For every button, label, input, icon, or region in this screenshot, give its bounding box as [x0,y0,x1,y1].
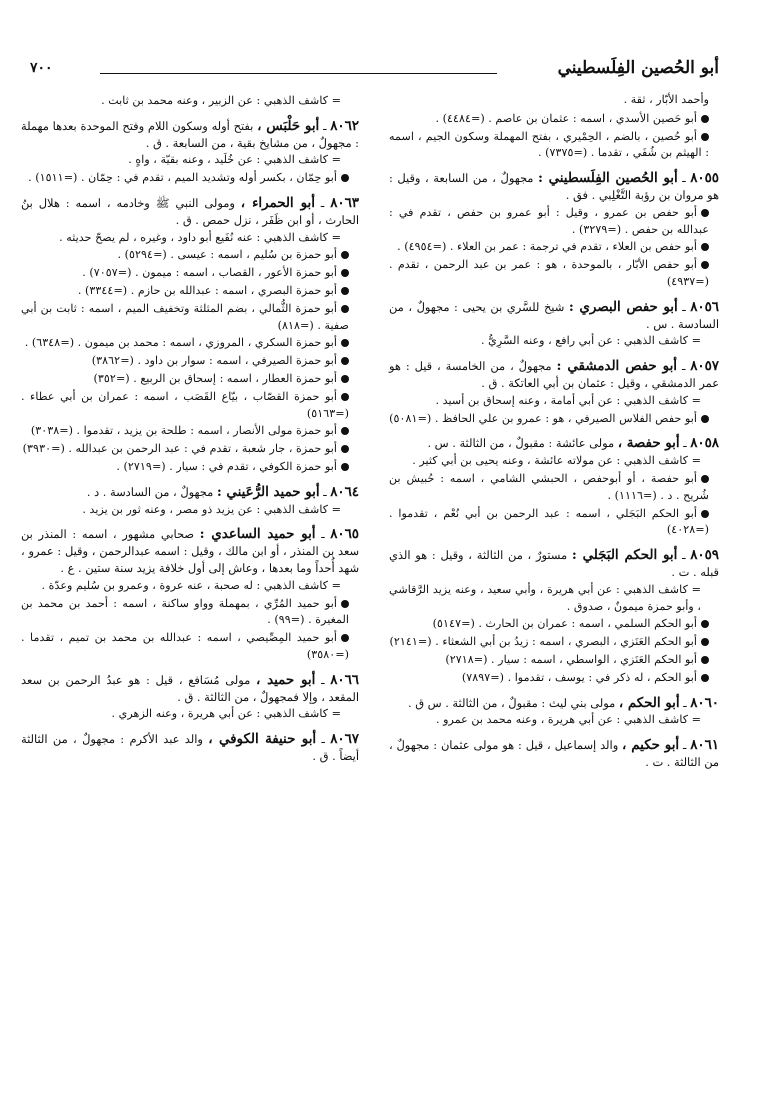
kashif-note: = كاشف الذهبي : عن أبي هريرة ، وأبي سعيد ، وعنه يزيد الرَّقاشي ، وأبو حمزة ميمونٌ ، صدوق . [389,582,701,613]
kashif-note: = كاشف الذهبي : عنه نُفَيع أبو داود ، وغيره ، لم يصحّ حديثه . [59,230,341,244]
entry-text: صحابي مشهور ، اسمه : المنذر بن سعد بن المنذر ، أو ابن مالك ، وقيل : اسمه عبدالرحمن ، وقيل : عمرو ، شهد أُحداً وما بعدها ، وعاش إلى أول خلافة يزيد سنة ستين . ع . [21,527,359,575]
entry-text: مولى بني ليث : مقبولٌ ، من الثالثة . س ق . [407,695,619,710]
cross-reference-text: أبو الحكم العَنَزي ، الواسطي ، اسمه : سيار . (=٢٧١٨) [445,652,697,666]
cross-reference [21,630,359,664]
cross-reference-text: أبو حمزة الأعور ، القصاب ، اسمه : ميمون . (=٧٠٥٧) . [82,266,337,280]
entry-heading [389,299,719,333]
cross-reference-text: أبو حفصة ، أو أبوحفص ، الحبشي الشامي ، اسمه : حُبيش بن شُريح . د . (=١١١٦) . [389,471,709,502]
cross-reference [21,423,359,440]
entry-name: أبو حميد ، [255,671,316,688]
entry-dash: ـ [679,436,691,451]
bullet-icon [341,305,349,313]
entry-heading [389,695,719,712]
cross-reference [389,239,719,256]
entry-heading [21,484,359,501]
cross-reference [21,389,359,423]
cross-reference-text: أبو حمزة السكري ، المروزي ، اسمه : محمد بن ميمون . (=٦٣٤٨) . [24,336,337,350]
entry-dash: ـ [319,484,331,499]
cross-reference-text: أبو حمزة بن سُليم ، اسمه : عيسى . (=٥٢٩٤) . [117,248,337,262]
bullet-icon [341,375,349,383]
cross-reference [389,129,719,163]
bullet-icon [341,600,349,608]
entry-name: أبو حفص البصري : [568,298,678,315]
cross-reference [389,652,719,669]
entry-text: والد إسماعيل ، قيل : هو مولى عثمان : مجهولٌ ، من الثالثة . ت . [389,738,719,769]
entry-name: أبو الحمراء ، [240,194,315,211]
cross-reference [389,616,719,633]
entry-text: شيخ للسَّري بن يحيى : مجهولٌ ، من السادسة . س . [389,299,719,331]
bullet-icon [341,269,349,277]
entry-number: ٨٠٥٧ [690,358,719,375]
bullet-icon [341,463,349,471]
entry-heading [21,672,359,706]
bullet-icon [701,209,709,217]
bullet-icon [341,357,349,365]
bullet-icon [341,339,349,347]
bullet-icon [341,427,349,435]
entry-text: مولى عائشة : مقبولٌ ، من الثالثة . س . [427,436,618,451]
cross-reference-text: أبو حمزة مولى الأنصار ، اسمه : طلحة بن يزيد ، تقدموا . (=٣٠٣٨) [30,424,337,438]
cross-reference-text: أبو حفص بن عمرو ، وقيل : أبو عمرو بن حفص ، تقدم في : عبدالله بن حفص . (=٣٢٧٩) . [389,205,709,236]
cross-reference-text: أبو حفص بن العلاء ، تقدم في ترجمة : عمر بن العلاء . (=٤٩٥٤) . [397,240,697,254]
cross-reference-text: أبو حمزة القصّاب ، بيّاع القَصَب ، اسمه : عمران بن أبي عطاء . (=٥١٦٣) [21,389,349,420]
cross-reference-text: أبو حمزة الصيرفي ، اسمه : سوار بن داود . (=٣٨٦٢) [91,354,337,368]
entry-number: ٨٠٦٧ [330,731,359,748]
cross-reference [21,265,359,282]
bullet-icon [341,445,349,453]
cross-reference [21,247,359,264]
cross-reference [21,335,359,352]
page-header [30,58,719,88]
kashif-note: = كاشف الذهبي : عن أبي هريرة ، وعنه محمد بن عمرو . [436,713,701,727]
entry-number: ٨٠٥٦ [690,298,719,315]
bullet-icon [701,243,709,251]
entry-dash: ـ [677,171,691,186]
entry-name: أبو حفصة ، [617,435,680,452]
entry-number: ٨٠٦٣ [330,194,359,211]
kashif-note: = كاشف الذهبي : عن أبي أمامة ، وعنه إسحاق بن أسيد . [435,393,701,407]
entry-text: مجهولٌ ، من السادسة . د . [86,484,217,499]
cross-reference-text: أبو حمزة الكوفي ، تقدم في : سيار . (=٢٧١٩) . [116,459,337,473]
cross-reference-text: أبو حميد المِصِّيصي ، اسمه : عبدالله بن محمد بن تميم ، تقدما . (=٣٥٨٠) [21,631,349,661]
cross-reference-text: أبو الحكم السلمي ، اسمه : عمران بن الحارث . (=٥١٤٧) [432,617,697,631]
cross-reference [21,301,359,335]
entry-name: أبو حَلْبَس ، [257,117,320,134]
bullet-icon [701,415,709,423]
cross-reference [389,205,719,239]
entry-number: ٨٠٦١ [690,737,719,754]
cross-reference-text: أبو حفص الأبّار ، بالموحدة ، هو : عمر بن عبد الرحمن ، تقدم . (=٤٩٣٧) [389,258,709,288]
cross-reference [21,441,359,458]
entry-dash: ـ [677,548,691,563]
entry-number: ٨٠٦٢ [330,117,359,134]
cross-reference-text: أبو الحكم البَجَلي ، اسمه : عبد الرحمن بن أبي نُعْم ، تقدموا . (=٤٠٢٨) [389,506,709,537]
entry-heading [21,731,359,765]
entry-text: ومولى النبي ﷺ وخادمه ، اسمه : هلال بنُ الحارث ، أو ابن ظَفَر ، نزل حمص . ق . [21,195,359,227]
cross-reference [389,506,719,540]
entry-heading [389,358,719,392]
entry-name: أبو حميد الرُّعَيني : [216,483,320,500]
entry-dash: ـ [319,118,331,133]
cross-reference [21,283,359,300]
cross-reference-text: أبو حِمّان ، بكسر أوله وتشديد الميم ، تقدم في : حِمّان . (=١٥١١) . [28,171,337,185]
entry-name: أبو الحكم البَجَلي : [571,547,678,564]
entry-heading [389,737,719,771]
entry-name: أبو حنيفة الكوفي ، [208,731,317,748]
entry-dash: ـ [315,195,331,210]
bullet-icon [701,510,709,518]
entry-dash: ـ [316,732,331,747]
entry-number: ٨٠٥٨ [690,435,719,452]
cross-reference [389,471,719,505]
left-column [21,92,359,765]
cross-reference [21,459,359,476]
bullet-icon [701,656,709,664]
cross-reference [389,634,719,651]
entry-heading [21,195,359,229]
entry-heading [389,435,719,452]
running-title: أبو الحُصين الفِلَسطيني [557,58,719,78]
kashif-note: = كاشف الذهبي : له صحبة ، عنه عروة ، وعمرو بن سُليم وعدّة . [41,578,341,592]
entry-name: أبو الحكم ، [618,694,680,711]
cross-reference-text: أبو الحكم ، له ذكر في : يوسف ، تقدموا . (=٧٨٩٧) [461,670,697,684]
continued-text: وأحمد الأبّار ، ثقة . [623,93,709,106]
bullet-icon [701,133,709,141]
bullet-icon [701,674,709,682]
entry-text: مجهولٌ ، من السابعة ، وقيل : هو مروان بن رؤبة التَّغْلِبي . فق . [389,171,719,202]
bullet-icon [341,634,349,642]
entry-name: أبو حكيم ، [622,737,680,754]
bullet-icon [341,287,349,295]
entry-dash: ـ [679,695,691,710]
entry-name: أبو حفص الدمشقي : [556,358,678,375]
entry-dash: ـ [315,527,331,542]
kashif-note: = كاشف الذهبي : عن أبي رافع ، وعنه السَّرِيُّ . [481,334,701,348]
cross-reference-text: أبو حمزة العطار ، اسمه : إسحاق بن الربيع . (=٣٥٢) [93,371,337,385]
bullet-icon [341,393,349,401]
entry-name: أبو الحُصين الفِلَسطيني : [538,170,678,187]
entry-number: ٨٠٥٥ [690,170,719,187]
entry-number: ٨٠٦٠ [690,694,719,711]
entry-number: ٨٠٦٦ [330,671,359,688]
cross-reference-text: أبو حمزة ، جار شعبة ، تقدم في : عبد الرحمن بن عبدالله . (=٣٩٣٠) [22,442,337,456]
entry-text: مولى مُسَافع ، قيل : هو عبدُ الرحمن بن سعد المقعد ، وإلا فمجهولٌ ، من الثالثة . ق . [21,672,359,704]
cross-reference [21,371,359,388]
cross-reference-text: أبو حُصين ، بالضم ، الحِمْيري ، بفتح المهملة وسكون الجيم ، اسمه : الهيثم بن شُفَي ، تقدما . (=٧٣٧٥) . [389,129,709,160]
entry-name: أبو حميد الساعدي : [199,526,316,543]
page-number: ٧٠٠ [30,60,53,76]
cross-reference [389,257,719,291]
kashif-note: = كاشف الذهبي : عن مولاته عائشة ، وعنه يحيى بن أبي كثير . [412,454,701,468]
entry-text: مستورٌ ، من الثالثة ، وقيل : هو الذي قبله . ت . [389,548,719,579]
kashif-note: = كاشف الذهبي : عن يزيد ذو مصر ، وعنه ثور بن يزيد . [82,502,341,516]
kashif-note: = كاشف الذهبي : عن الزبير ، وعنه محمد بن ثابت . [101,94,341,107]
entry-dash: ـ [677,359,691,374]
entry-text: بفتح أوله وسكون اللام وفتح الموحدة بعدها مهملة : مجهولٌ ، من مشايخ بقية ، من السابعة . ق . [21,118,359,150]
entry-number: ٨٠٥٩ [690,547,719,564]
cross-reference-text: أبو حَصين الأسدي ، اسمه : عثمان بن عاصم . (=٤٤٨٤) . [435,111,697,125]
entry-number: ٨٠٦٤ [330,483,359,500]
cross-reference [21,596,359,630]
entry-dash: ـ [677,299,691,314]
bullet-icon [701,115,709,123]
kashif-note: = كاشف الذهبي : عن خُلَيد ، وعنه بقيّة ، واهٍ . [128,153,341,167]
entry-dash: ـ [679,738,691,753]
cross-reference [389,411,719,428]
bullet-icon [701,638,709,646]
entry-dash: ـ [315,672,331,687]
cross-reference-text: أبو حمزة الثُّمالي ، بضم المثلثة وتخفيف الميم ، اسمه : ثابت بن أبي صفية . (=٨١٨) [21,301,349,332]
cross-reference-text: أبو حفص الفلاس الصيرفي ، هو : عمرو بن علي الحافظ . (=٥٠٨١) [389,411,697,425]
entry-heading [389,547,719,581]
bullet-icon [341,251,349,259]
entry-heading [21,526,359,576]
bullet-icon [701,475,709,483]
cross-reference [21,170,359,187]
cross-reference [389,670,719,687]
bullet-icon [701,261,709,269]
cross-reference-text: أبو حمزة البصري ، اسمه : عبدالله بن حازم . (=٣٣٤٤) . [77,283,337,297]
entry-heading [389,170,719,204]
bullet-icon [341,174,349,182]
entry-heading [21,118,359,152]
right-column [389,92,719,771]
entry-text: مجهولٌ ، من الخامسة ، قيل : هو عمر الدمشقي ، وقيل : عثمان بن أبي العاتكة . ق . [389,359,719,390]
header-rule [100,73,497,74]
entry-text: والد عبد الأكرم : مجهولٌ ، من الثالثة أيضاً . ق . [21,732,359,763]
kashif-note: = كاشف الذهبي : عن أبي هريرة ، وعنه الزهري . [111,707,341,721]
cross-reference [21,353,359,370]
bullet-icon [701,620,709,628]
entry-number: ٨٠٦٥ [330,526,359,543]
cross-reference [389,111,719,128]
cross-reference-text: أبو الحكم العَنَزي ، البصري ، اسمه : زيدُ بن أبي الشعثاء . (=٢١٤١) [389,635,697,649]
cross-reference-text: أبو حميد المُرِّي ، بمهملة وواو ساكنة ، اسمه : أحمد بن محمد بن المغيرة . (=٩٩) . [21,596,349,627]
